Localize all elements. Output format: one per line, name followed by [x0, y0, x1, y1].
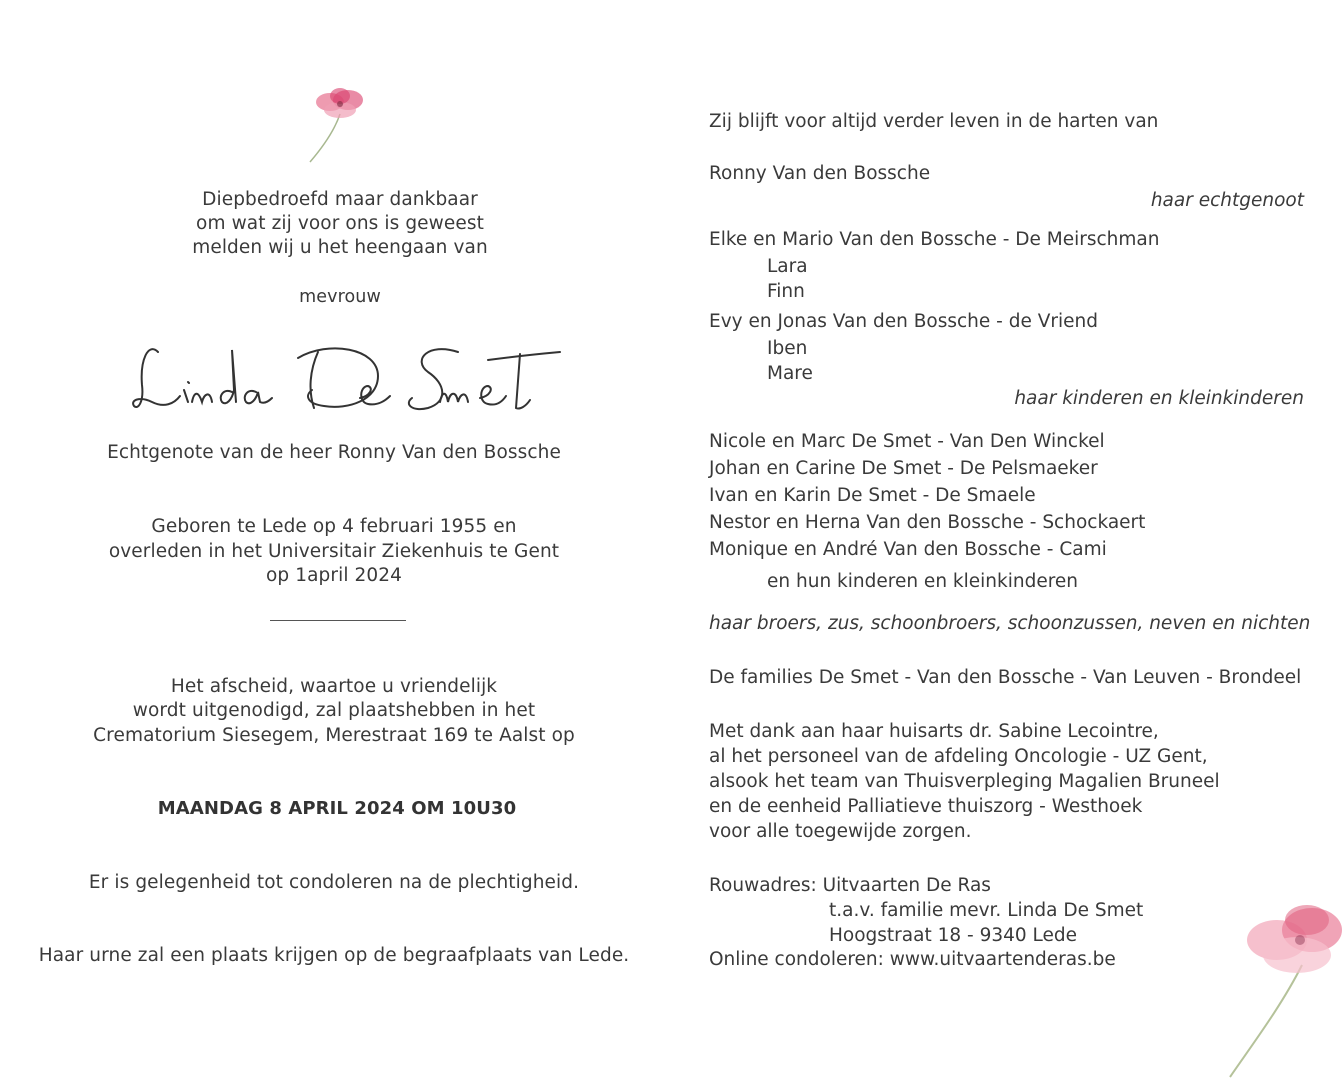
- address-label: Rouwadres: Uitvaarten De Ras: [709, 875, 991, 896]
- sibling-3: Ivan en Karin De Smet - De Smaele: [709, 485, 1036, 506]
- birth-line-3: op 1april 2024: [265, 565, 403, 586]
- thanks-line-5: voor alle toegewijde zorgen.: [709, 821, 972, 842]
- title-mevrouw: mevrouw: [299, 287, 381, 307]
- birth-line-1: Geboren te Lede op 4 februari 1955 en: [151, 516, 517, 537]
- siblings-sub: en hun kinderen en kleinkinderen: [767, 571, 1079, 592]
- siblings-role: haar broers, zus, schoonbroers, schoonzussen, neven en nichten: [709, 613, 1311, 634]
- child-2: Evy en Jonas Van den Bossche - de Vriend: [709, 311, 1098, 332]
- sibling-5: Monique en André Van den Bossche - Cami: [709, 539, 1107, 560]
- thanks-line-3: alsook het team van Thuisverpleging Magalien Bruneel: [709, 771, 1220, 792]
- condolence-line: Er is gelegenheid tot condoleren na de plechtigheid.: [88, 872, 580, 893]
- farewell-line-2: wordt uitgenodigd, zal plaatshebben in het: [132, 700, 536, 721]
- thanks-line-2: al het personeel van de afdeling Oncologie - UZ Gent,: [709, 746, 1208, 767]
- children-role: haar kinderen en kleinkinderen: [1014, 388, 1304, 409]
- intro-line-3: melden wij u het heengaan van: [192, 237, 488, 258]
- sibling-2: Johan en Carine De Smet - De Pelsmaeker: [709, 458, 1098, 479]
- thanks-line-1: Met dank aan haar huisarts dr. Sabine Lecointre,: [709, 721, 1159, 742]
- families-line: De families De Smet - Van den Bossche - Van Leuven - Brondeel: [709, 667, 1302, 688]
- spouse-line: Echtgenote van de heer Ronny Van den Bossche: [107, 442, 561, 463]
- grandchild-2a: Iben: [767, 338, 808, 359]
- sibling-1: Nicole en Marc De Smet - Van Den Winckel: [709, 431, 1105, 452]
- farewell-line-3: Crematorium Siesegem, Merestraat 169 te Aalst op: [93, 725, 575, 746]
- grandchild-1a: Lara: [767, 256, 808, 277]
- intro-line-2: om wat zij voor ons is geweest: [196, 213, 484, 234]
- spouse-role: haar echtgenoot: [1150, 190, 1304, 211]
- spouse-name: Ronny Van den Bossche: [709, 163, 931, 184]
- sibling-4: Nestor en Herna Van den Bossche - Schockaert: [709, 512, 1146, 533]
- thanks-line-4: en de eenheid Palliatieve thuiszorg - Westhoek: [709, 796, 1143, 817]
- intro-line-1: Diepbedroefd maar dankbaar: [202, 189, 478, 210]
- grandchild-2b: Mare: [767, 363, 813, 384]
- right-heading: Zij blijft voor altijd verder leven in de harten van: [709, 111, 1159, 132]
- address-line-1: t.a.v. familie mevr. Linda De Smet: [829, 900, 1144, 921]
- farewell-line-1: Het afscheid, waartoe u vriendelijk: [170, 676, 498, 697]
- address-line-2: Hoogstraat 18 - 9340 Lede: [829, 925, 1078, 946]
- birth-line-2: overleden in het Universitair Ziekenhuis te Gent: [108, 541, 560, 562]
- online-condolence: Online condoleren: www.uitvaartenderas.be: [709, 949, 1116, 970]
- poppy-flower-top-icon: [300, 82, 380, 166]
- name-signature: [128, 330, 568, 430]
- poppy-flower-bottom-icon: [1222, 895, 1342, 1080]
- ceremony-date: MAANDAG 8 APRIL 2024 OM 10U30: [157, 798, 517, 819]
- divider-rule: [270, 620, 406, 621]
- grandchild-1b: Finn: [767, 281, 805, 302]
- urn-line: Haar urne zal een plaats krijgen op de begraafplaats van Lede.: [38, 945, 630, 966]
- child-1: Elke en Mario Van den Bossche - De Meirschman: [709, 229, 1160, 250]
